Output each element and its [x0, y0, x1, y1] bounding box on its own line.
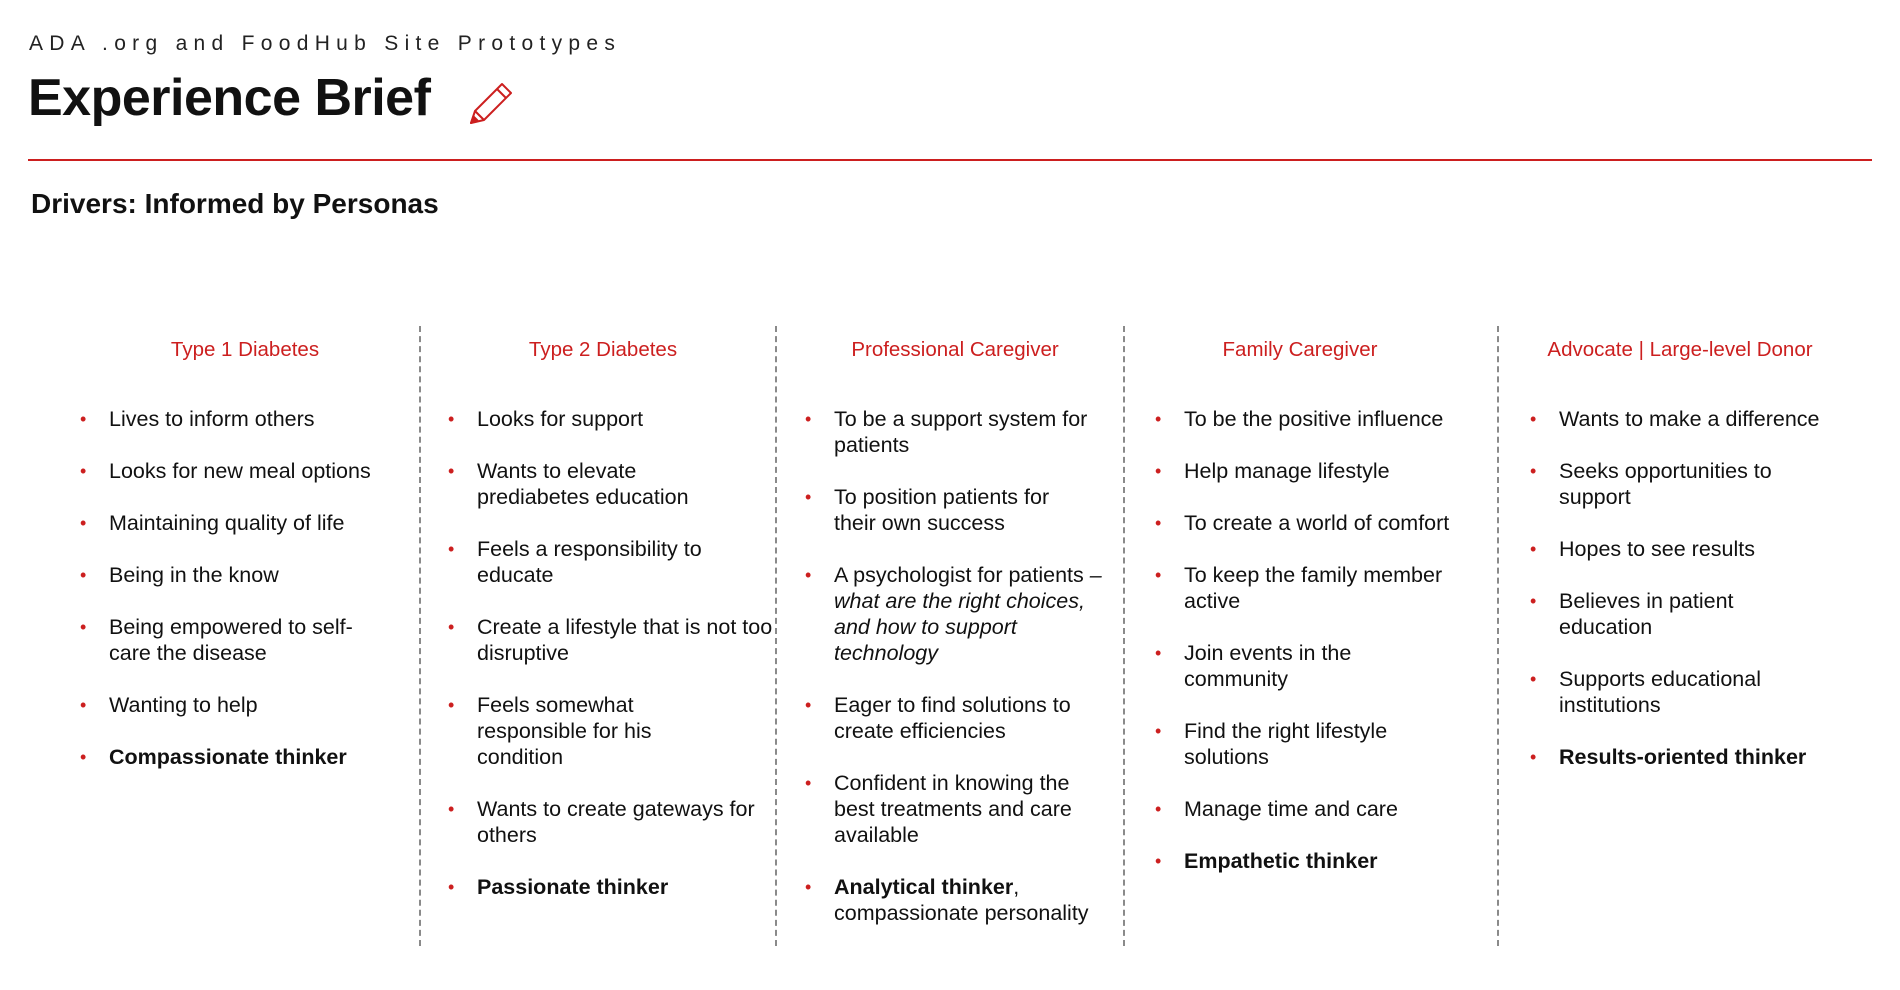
column-divider	[1497, 326, 1499, 946]
persona-heading: Type 1 Diabetes	[170, 338, 320, 361]
list-item: • Being empowered to self-care the disease	[80, 615, 353, 665]
list-item: • Help manage lifestyle	[1155, 459, 1390, 483]
persona-column-advocate	[1530, 338, 1870, 796]
section-title: Drivers: Informed by Personas	[31, 188, 439, 219]
persona-driver-list	[1155, 406, 1475, 874]
list-item: • To be the positive influence	[1155, 407, 1444, 431]
list-item: • To position patients for their own success	[805, 485, 1050, 535]
list-item: • Find the right lifestyle solutions	[1155, 719, 1388, 769]
list-item: • Manage time and care	[1155, 797, 1398, 821]
title-divider	[28, 159, 1872, 161]
list-item: • Maintaining quality of life	[80, 511, 345, 535]
list-item: • Hopes to see results	[1530, 537, 1755, 561]
list-item: • Believes in patient education	[1530, 589, 1734, 639]
persona-driver-list	[80, 406, 410, 770]
list-item: • To be a support system for patients	[805, 407, 1088, 457]
thinker-type: • Compassionate thinker	[80, 745, 347, 769]
persona-heading: Family Caregiver	[1222, 338, 1378, 361]
thinker-type: • Analytical thinker, compassionate personality	[805, 875, 1089, 925]
persona-heading: Professional Caregiver	[851, 338, 1059, 361]
column-divider	[419, 326, 421, 946]
thinker-type: • Results-oriented thinker	[1530, 745, 1807, 769]
thinker-type: • Passionate thinker	[448, 875, 669, 899]
column-divider	[1123, 326, 1125, 946]
persona-driver-list	[805, 406, 1105, 926]
list-item: • Looks for new meal options	[80, 459, 371, 483]
thinker-type: • Empathetic thinker	[1155, 849, 1378, 873]
persona-column-type1	[80, 338, 410, 796]
list-item: • To keep the family member active	[1155, 563, 1443, 613]
list-item: • Wants to elevate prediabetes education	[448, 459, 689, 509]
list-item: • Feels somewhat responsible for his condition	[448, 693, 652, 769]
list-item: • To create a world of comfort	[1155, 511, 1450, 535]
thinker-suffix: , compassionate personality	[834, 875, 1089, 925]
list-item: • Confident in knowing the best treatments and care available	[805, 771, 1072, 847]
list-item-note: – what are the right choices, and how to support technology	[834, 563, 1102, 665]
list-item: • Feels a responsibility to educate	[448, 537, 702, 587]
persona-heading: Type 2 Diabetes	[528, 338, 678, 361]
page-title: Experience Brief	[28, 69, 431, 127]
persona-driver-list	[1530, 406, 1870, 770]
persona-column-type2	[448, 338, 773, 926]
list-item: • Wanting to help	[80, 693, 258, 717]
persona-column-professional-caregiver	[805, 338, 1105, 952]
column-divider	[775, 326, 777, 946]
persona-column-family-caregiver	[1155, 338, 1475, 900]
list-item: • Wants to create gateways for others	[448, 797, 755, 847]
list-item: • Join events in the community	[1155, 641, 1352, 691]
persona-driver-list	[448, 406, 773, 900]
list-item: • Eager to find solutions to create efficiencies	[805, 693, 1071, 743]
list-item: • Seeks opportunities to support	[1530, 459, 1772, 509]
pencil-icon	[464, 80, 516, 132]
list-item: • Create a lifestyle that is not too disruptive	[448, 615, 773, 665]
list-item: • Looks for support	[448, 407, 644, 431]
list-item: • Supports educational institutions	[1530, 667, 1762, 717]
list-item: • Lives to inform others	[80, 407, 315, 431]
deck-kicker: ADA .org and FoodHub Site Prototypes	[29, 32, 622, 55]
list-item: • Wants to make a difference	[1530, 407, 1820, 431]
list-item: • Being in the know	[80, 563, 279, 587]
list-item: • A psychologist for patients – what are the right choices, and how to support technology	[805, 563, 1102, 665]
persona-heading: Advocate | Large-level Donor	[1547, 338, 1813, 361]
